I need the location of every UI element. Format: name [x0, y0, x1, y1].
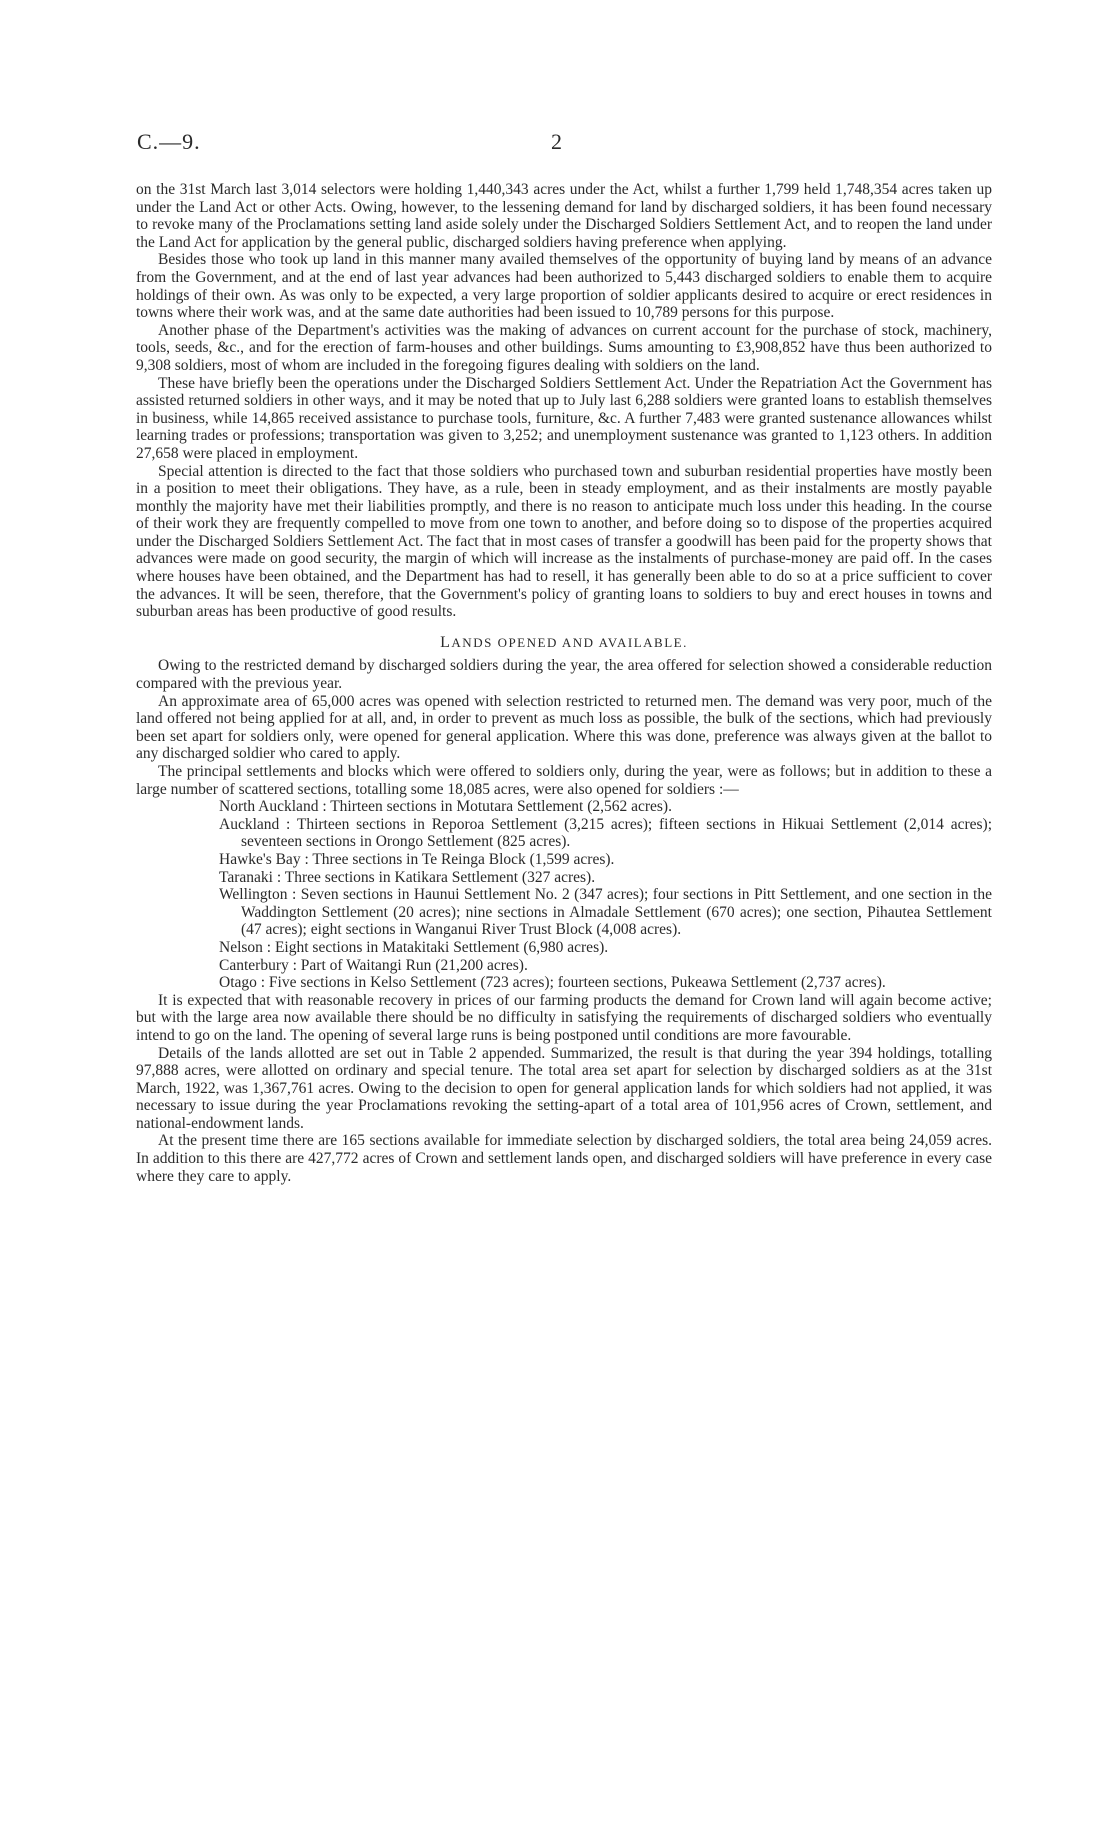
- list-item: Canterbury : Part of Waitangi Run (21,200 acres).: [219, 956, 528, 974]
- page-header: [137, 129, 977, 159]
- document-code: C.—9.: [137, 129, 201, 154]
- body-paragraph: These have briefly been the operations under the Discharged Soldiers Settlement Act. Under the Repatriation Act the Government has assisted returned soldiers in other ways, and it may be noted that up to July last 6,288 soldiers were granted loans to establish themselves in business, while 14,865 received assistance to purchase tools, furniture, &c. A further 7,483 were granted sustenance allowances whilst learning trades or professions; transportation was given to 3,252; and unemployment sustenance was granted to 1,123 others. In addition 27,658 were placed in employment.: [136, 374, 992, 462]
- body-paragraph: It is expected that with reasonable recovery in prices of our farming products the demand for Crown land will again become active; but with the large area now available there should be no difficulty in satisfying the requirements of discharged soldiers who eventually intend to go on the land. The opening of several large runs is being postponed until conditions are more favourable.: [136, 991, 992, 1044]
- body-paragraph: The principal settlements and blocks which were offered to soldiers only, during the year, were as follows; but in addition to these a large number of scattered sections, totalling some 18,085 acres, were also opened for soldiers :—: [136, 763, 992, 798]
- body-paragraph: on the 31st March last 3,014 selectors were holding 1,440,343 acres under the Act, whilst a further 1,799 held 1,748,354 acres taken up under the Land Act or other Acts. Owing, however, to the lessening demand for land by discharged soldiers, it has been found necessary to revoke many of the Proclamations setting land aside solely under the Discharged Soldiers Settlement Act, and to reopen the land under the Land Act for application by the general public, discharged soldiers having preference when applying.: [136, 181, 992, 251]
- list-item: Hawke's Bay : Three sections in Te Reinga Block (1,599 acres).: [219, 850, 615, 868]
- body-paragraph: Special attention is directed to the fact that those soldiers who purchased town and suburban residential properties have mostly been in a position to meet their obligations. They have, as a rule, been in steady employment, and as their instalments are mostly payable monthly the majority have met their liabilities promptly, and there is no reason to anticipate much loss under this heading. In the course of their work they are frequently compelled to move from one town to another, and before doing so to dispose of the properties acquired under the Discharged Soldiers Settlement Act. The fact that in most cases of transfer a goodwill has been paid for the property shows that advances were made on good security, the margin of which will increase as the instalments of purchase-money are paid off. In the cases where houses have been obtained, and the Department has had to resell, it has generally been able to do so at a price sufficient to cover the advances. It will be seen, therefore, that the Government's policy of granting loans to soldiers to buy and erect houses in towns and suburban areas has been productive of good results.: [136, 462, 992, 621]
- list-item: Auckland : Thirteen sections in Reporoa Settlement (3,215 acres); fifteen sections in Hikuai Settlement (2,014 acres); seventeen sections in Orongo Settlement (825 acres).: [219, 815, 992, 851]
- body-paragraph: Owing to the restricted demand by discharged soldiers during the year, the area offered for selection showed a considerable reduction compared with the previous year.: [136, 657, 992, 693]
- heading-text: ANDS OPENED AND AVAILABLE.: [451, 634, 688, 650]
- list-item: North Auckland : Thirteen sections in Motutara Settlement (2,562 acres).: [219, 798, 672, 816]
- body-paragraph: At the present time there are 165 sections available for immediate selection by discharged soldiers, the total area being 24,059 acres. In addition to this there are 427,772 acres of Crown and settlement lands open, and discharged soldiers will have preference in every case where they care to apply.: [136, 1132, 992, 1185]
- body-paragraph: Details of the lands allotted are set out in Table 2 appended. Summarized, the result is that during the year 394 holdings, totalling 97,888 acres, were allotted on ordinary and special tenure. The total area set apart for selection by discharged soldiers as at the 31st March, 1922, was 1,367,761 acres. Owing to the decision to open for general application lands for which soldiers had not applied, it was necessary to issue during the year Proclamations revoking the setting-apart of a total area of 101,956 acres of Crown, settlement, and national-endowment lands.: [136, 1044, 992, 1132]
- list-item: Otago : Five sections in Kelso Settlement (723 acres); fourteen sections, Pukeawa Settlement (2,737 acres).: [219, 974, 886, 992]
- list-item: Nelson : Eight sections in Matakitaki Settlement (6,980 acres).: [219, 938, 609, 956]
- document-body: [136, 181, 992, 1185]
- body-paragraph: An approximate area of 65,000 acres was opened with selection restricted to returned men. The demand was very poor, much of the land offered not being applied for at all, and, in order to prevent as much loss as possible, the bulk of the sections, which had previously been set apart for soldiers only, were opened for general application. Where this was done, preference was always given at the ballot to any discharged soldier who cared to apply.: [136, 692, 992, 763]
- section-heading: [136, 634, 992, 652]
- body-paragraph: Besides those who took up land in this manner many availed themselves of the opportunity of buying land by means of an advance from the Government, and at the end of last year advances had been authorized to 5,443 discharged soldiers to enable them to acquire holdings of their own. As was only to be expected, a very large proportion of soldier applicants desired to acquire or erect residences in towns where their work was, and at the same date authorities had been issued to 10,789 persons for this purpose.: [136, 251, 992, 322]
- list-item: Taranaki : Three sections in Katikara Settlement (327 acres).: [219, 868, 596, 886]
- body-paragraph: Another phase of the Department's activities was the making of advances on current account for the purchase of stock, machinery, tools, seeds, &c., and for the erection of farm-houses and other buildings. Sums amounting to £3,908,852 have thus been authorized to 9,308 soldiers, most of whom are included in the foregoing figures dealing with soldiers on the land.: [136, 321, 992, 374]
- settlement-list: [136, 798, 992, 992]
- list-item: Wellington : Seven sections in Haunui Settlement No. 2 (347 acres); four sections in Pitt Settlement, and one section in the Waddington Settlement (20 acres); nine sections in Almadale Settlement (670 acres); one section, Pihautea Settlement (47 acres); eight sections in Wanganui River Trust Block (4,008 acres).: [219, 886, 992, 939]
- heading-initial: L: [440, 633, 452, 651]
- page-number: 2: [551, 129, 563, 154]
